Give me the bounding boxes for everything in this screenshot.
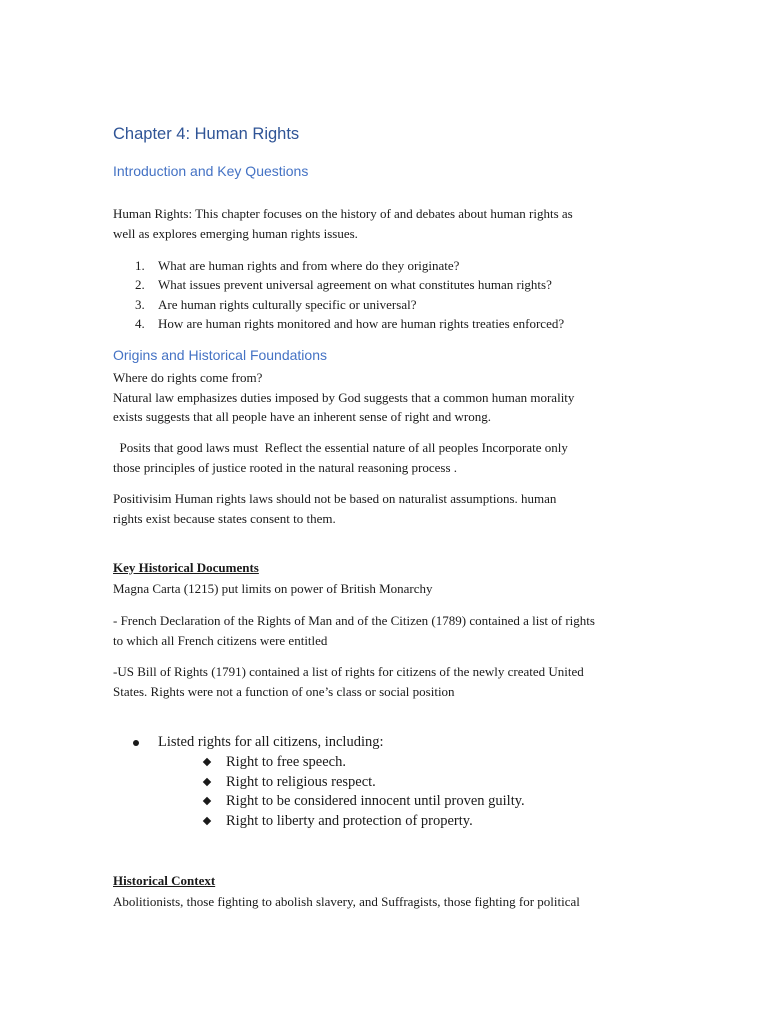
- key-documents-heading: Key Historical Documents: [113, 560, 259, 575]
- list-item: 1. What are human rights and from where do they originate?: [135, 258, 460, 273]
- positivism-line-1: Positivisim Human rights laws should not be based on naturalist assumptions. human: [113, 491, 557, 506]
- positivism-line-2: rights exist because states consent to them.: [113, 510, 336, 526]
- posits-paragraph: [113, 438, 653, 477]
- intro-heading: Introduction and Key Questions: [113, 163, 309, 179]
- magna-carta-paragraph: [113, 579, 653, 599]
- list-item: Listed rights for all citizens, including:: [113, 733, 525, 753]
- french-declaration-paragraph: [113, 611, 653, 650]
- list-item: Right to be considered innocent until proven guilty.: [113, 792, 525, 812]
- rights-bullet-list: [113, 733, 525, 832]
- magna-carta-line: Magna Carta (1215) put limits on power of British Monarchy: [113, 581, 433, 596]
- origins-line-1: Where do rights come from?: [113, 370, 263, 385]
- diamond-bullet-icon: [203, 777, 211, 785]
- posits-line-1: Posits that good laws must Reflect the essential nature of all peoples Incorporate only: [113, 440, 568, 455]
- bullet-icon: [133, 740, 139, 746]
- list-item: Right to religious respect.: [113, 773, 525, 793]
- list-item: 4. How are human rights monitored and how are human rights treaties enforced?: [135, 316, 565, 332]
- list-item: Right to liberty and protection of property.: [113, 812, 525, 832]
- historical-context-heading: Historical Context: [113, 873, 216, 888]
- list-item: Right to free speech.: [113, 753, 525, 773]
- origins-line-3: exists suggests that all people have an inherent sense of right and wrong.: [113, 409, 491, 424]
- historical-context-paragraph: [113, 892, 653, 912]
- list-item: 2. What issues prevent universal agreement on what constitutes human rights?: [135, 277, 552, 293]
- positivism-paragraph: [113, 489, 653, 528]
- origins-line-2: Natural law emphasizes duties imposed by God suggests that a common human morality: [113, 389, 575, 405]
- origins-heading: Origins and Historical Foundations: [113, 347, 327, 363]
- diamond-bullet-icon: [203, 758, 211, 766]
- list-item: 3. Are human rights culturally specific or universal?: [135, 296, 417, 312]
- diamond-bullet-icon: [203, 817, 211, 825]
- us-bill-line-2: States. Rights were not a function of one’s class or social position: [113, 683, 455, 699]
- key-questions-list: [113, 256, 564, 334]
- intro-line-1: Human Rights: This chapter focuses on the history of and debates about human rights as: [113, 206, 573, 221]
- french-line-2: to which all French citizens were entitled: [113, 632, 328, 648]
- us-bill-line-1: -US Bill of Rights (1791) contained a list of rights for citizens of the newly created United: [113, 664, 584, 679]
- origins-paragraph: [113, 368, 653, 427]
- intro-paragraph: [113, 204, 653, 243]
- diamond-bullet-icon: [203, 797, 211, 805]
- us-bill-paragraph: [113, 662, 653, 701]
- french-line-1: - French Declaration of the Rights of Man and of the Citizen (1789) contained a list of rights: [113, 613, 595, 628]
- intro-line-2: well as explores emerging human rights issues.: [113, 225, 358, 241]
- chapter-title: Chapter 4: Human Rights: [113, 125, 300, 143]
- posits-line-2: those principles of justice rooted in the natural reasoning process .: [113, 459, 458, 475]
- context-line-1: Abolitionists, those fighting to abolish slavery, and Suffragists, those fighting for political: [113, 894, 580, 909]
